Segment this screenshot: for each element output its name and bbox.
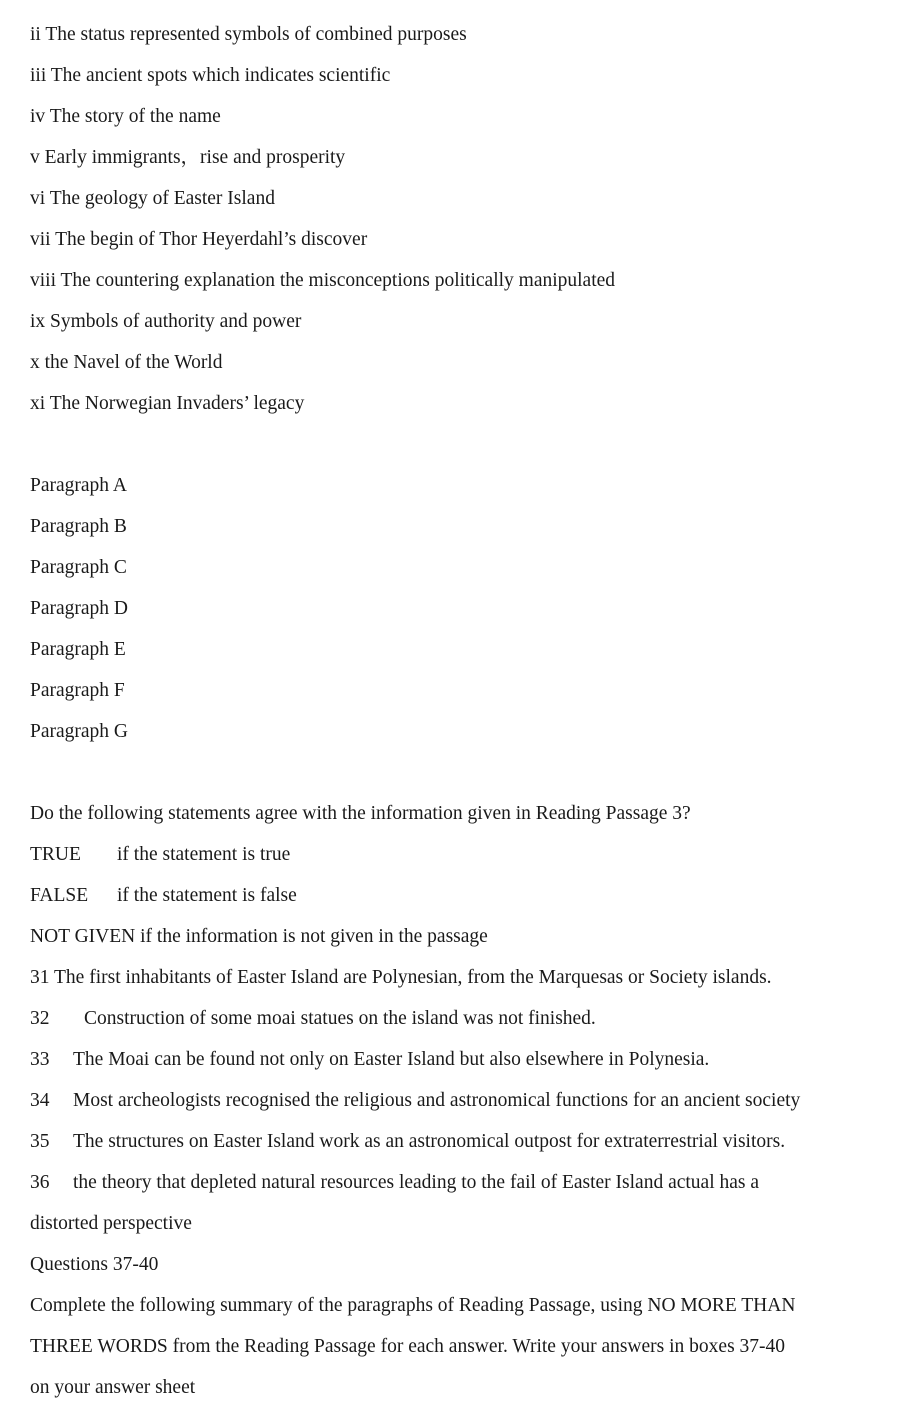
tfng-section [30, 799, 890, 1250]
legend-label: FALSE [30, 885, 89, 906]
statement-text: Construction of some moai statues on the island was not finished. [84, 1008, 596, 1029]
heading-option: ii The status represented symbols of combined purposes [30, 24, 467, 45]
heading-option: vi The geology of Easter Island [30, 188, 275, 209]
legend-not-given [30, 922, 890, 963]
statement-34 [30, 1086, 890, 1127]
legend-true [30, 840, 890, 881]
paragraph-item: Paragraph D [30, 598, 129, 619]
statement-text: the theory that depleted natural resources leading to the fail of Easter Island actual has a [73, 1172, 760, 1193]
legend-desc: if the statement is false [117, 885, 297, 906]
paragraph-item: Paragraph B [30, 516, 127, 537]
legend-false [30, 881, 890, 922]
statement-number: 33 [30, 1049, 50, 1070]
legend-label: TRUE [30, 844, 81, 865]
legend-desc: if the information is not given in the passage [135, 926, 488, 947]
statement-31 [30, 963, 890, 1004]
instruction-line: on your answer sheet [30, 1377, 196, 1398]
statement-number: 32 [30, 1008, 50, 1029]
headings-list [30, 20, 890, 430]
statement-text: The first inhabitants of Easter Island are Polynesian, from the Marquesas or Society islands. [49, 967, 772, 988]
document-page [30, 20, 890, 1414]
statement-number: 31 [30, 967, 50, 988]
statement-36-continuation: distorted perspective [30, 1213, 192, 1234]
statement-number: 35 [30, 1131, 50, 1152]
legend-desc: if the statement is true [117, 844, 291, 865]
statement-number: 36 [30, 1172, 50, 1193]
heading-option: ix Symbols of authority and power [30, 311, 302, 332]
heading-option: x the Navel of the World [30, 352, 223, 373]
tfng-instruction: Do the following statements agree with the information given in Reading Passage 3? [30, 803, 691, 824]
paragraph-item: Paragraph F [30, 680, 125, 701]
section-title: Questions 37-40 [30, 1254, 159, 1275]
spacer [30, 430, 890, 471]
heading-option: v Early immigrants，rise and prosperity [30, 147, 346, 168]
paragraph-list [30, 471, 890, 758]
heading-option: iv The story of the name [30, 106, 221, 127]
statement-35 [30, 1127, 890, 1168]
spacer [30, 758, 890, 799]
heading-option: xi The Norwegian Invaders’ legacy [30, 393, 305, 414]
legend-label: NOT GIVEN [30, 926, 136, 947]
paragraph-item: Paragraph E [30, 639, 126, 660]
instruction-line: THREE WORDS from the Reading Passage for each answer. Write your answers in boxes 37-40 [30, 1336, 786, 1357]
heading-option: vii The begin of Thor Heyerdahl’s discover [30, 229, 368, 250]
statement-text: The Moai can be found not only on Easter Island but also elsewhere in Polynesia. [73, 1049, 710, 1070]
statement-text: The structures on Easter Island work as an astronomical outpost for extraterrestrial visitors. [73, 1131, 786, 1152]
paragraph-item: Paragraph C [30, 557, 127, 578]
heading-option: iii The ancient spots which indicates scientific [30, 65, 391, 86]
heading-option: viii The countering explanation the misconceptions politically manipulated [30, 270, 616, 291]
paragraph-item: Paragraph A [30, 475, 127, 496]
statement-number: 34 [30, 1090, 50, 1111]
statement-text: Most archeologists recognised the religious and astronomical functions for an ancient society [73, 1090, 801, 1111]
statement-36 [30, 1168, 890, 1209]
statement-32 [30, 1004, 890, 1045]
paragraph-item: Paragraph G [30, 721, 129, 742]
summary-section [30, 1250, 890, 1414]
statement-33 [30, 1045, 890, 1086]
instruction-line: Complete the following summary of the paragraphs of Reading Passage, using NO MORE THAN [30, 1295, 796, 1316]
